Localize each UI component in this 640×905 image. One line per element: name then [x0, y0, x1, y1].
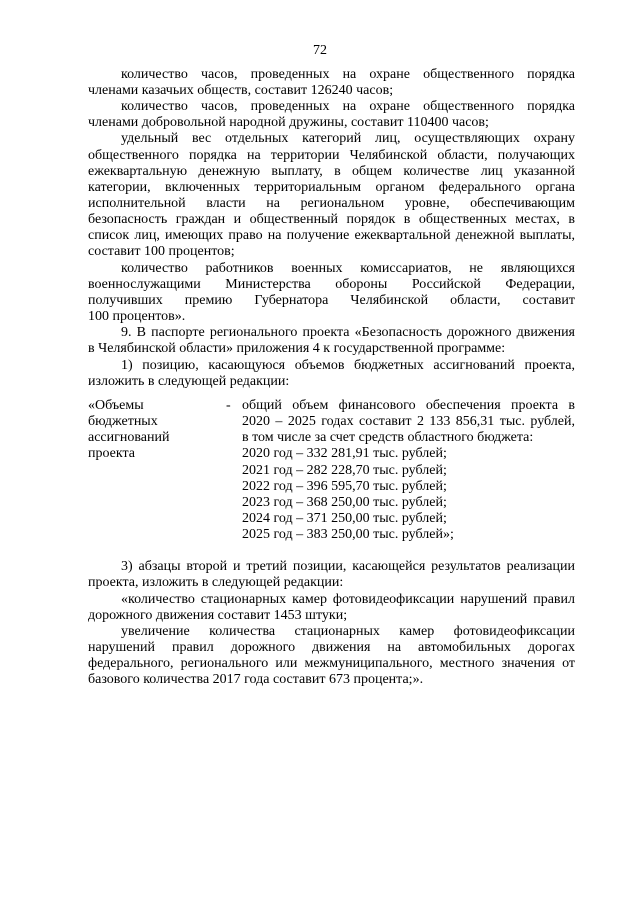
table-left-cell-line: проекта — [88, 446, 135, 461]
text-line: членами казачьих обществ, составит 126240 часов; — [88, 83, 394, 98]
text-line: составит 100 процентов; — [88, 244, 235, 259]
table-right-cell-line: в том числе за счет средств областного бюджета: — [242, 430, 534, 445]
text-line: военнослужащими Министерства обороны Российской Федерации, — [88, 277, 575, 292]
text-line: ежеквартальную денежную выплату, в общем количестве лиц указанной — [88, 164, 575, 179]
text-line: 1) позицию, касающуюся объемов бюджетных ассигнований проекта, — [121, 358, 575, 373]
text-line: 100 процентов». — [88, 309, 186, 324]
text-line: получивших премию Губернатора Челябинской области, составит — [88, 293, 575, 308]
text-line: членами добровольной народной дружины, составит 110400 часов; — [88, 115, 489, 130]
text-line: 9. В паспорте регионального проекта «Безопасность дорожного движения — [121, 325, 575, 340]
text-line: общественного порядка на территории Челябинской области, получающих — [88, 148, 575, 163]
text-line: 3) абзацы второй и третий позиции, касающейся результатов реализации — [121, 559, 575, 574]
text-line: безопасность граждан и общественный порядок в общественных местах, в — [88, 212, 575, 227]
text-line: «количество стационарных камер фотовидеофиксации нарушений правил — [121, 592, 575, 607]
page-number: 72 — [313, 43, 327, 58]
text-line: количество часов, проведенных на охране общественного порядка — [121, 99, 575, 114]
table-left-cell-line: ассигнований — [88, 430, 170, 445]
table-right-cell-line: 2020 – 2025 годах составит 2 133 856,31 тыс. рублей, — [242, 414, 575, 429]
table-left-cell-line: «Объемы — [88, 398, 144, 413]
text-line: проекта, изложить в следующей редакции: — [88, 575, 344, 590]
text-line: увеличение количества стационарных камер фотовидеофиксации — [121, 624, 575, 639]
text-line: количество часов, проведенных на охране общественного порядка — [121, 67, 575, 82]
table-right-cell-line: 2022 год – 396 595,70 тыс. рублей; — [242, 479, 447, 494]
text-line: дорожного движения составит 1453 штуки; — [88, 608, 348, 623]
table-dash: - — [226, 398, 231, 413]
text-line: федерального, регионального или межмуниципального, местного значения от — [88, 656, 575, 671]
table-left-cell-line: бюджетных — [88, 414, 158, 429]
table-right-cell-line: 2025 год – 383 250,00 тыс. рублей»; — [242, 527, 454, 542]
table-right-cell-line: 2020 год – 332 281,91 тыс. рублей; — [242, 446, 447, 461]
text-line: в Челябинской области» приложения 4 к государственной программе: — [88, 341, 506, 356]
text-line: список лиц, имеющих право на получение ежеквартальной денежной выплаты, — [88, 228, 575, 243]
table-right-cell-line: 2024 год – 371 250,00 тыс. рублей; — [242, 511, 447, 526]
text-line: изложить в следующей редакции: — [88, 374, 290, 389]
table-right-cell-line: 2021 год – 282 228,70 тыс. рублей; — [242, 463, 447, 478]
text-line: категории, включенных территориальным органом федерального органа — [88, 180, 575, 195]
text-line: нарушений правил дорожного движения на автомобильных дорогах — [88, 640, 575, 655]
text-line: базового количества 2017 года составит 673 процента;». — [88, 672, 424, 687]
text-line: исполнительной власти на региональном уровне, обеспечивающим — [88, 196, 575, 211]
table-right-cell-line: 2023 год – 368 250,00 тыс. рублей; — [242, 495, 447, 510]
table-right-cell-line: общий объем финансового обеспечения проекта в — [242, 398, 575, 413]
text-line: удельный вес отдельных категорий лиц, осуществляющих охрану — [121, 131, 575, 146]
text-line: количество работников военных комиссариатов, не являющихся — [121, 261, 575, 276]
